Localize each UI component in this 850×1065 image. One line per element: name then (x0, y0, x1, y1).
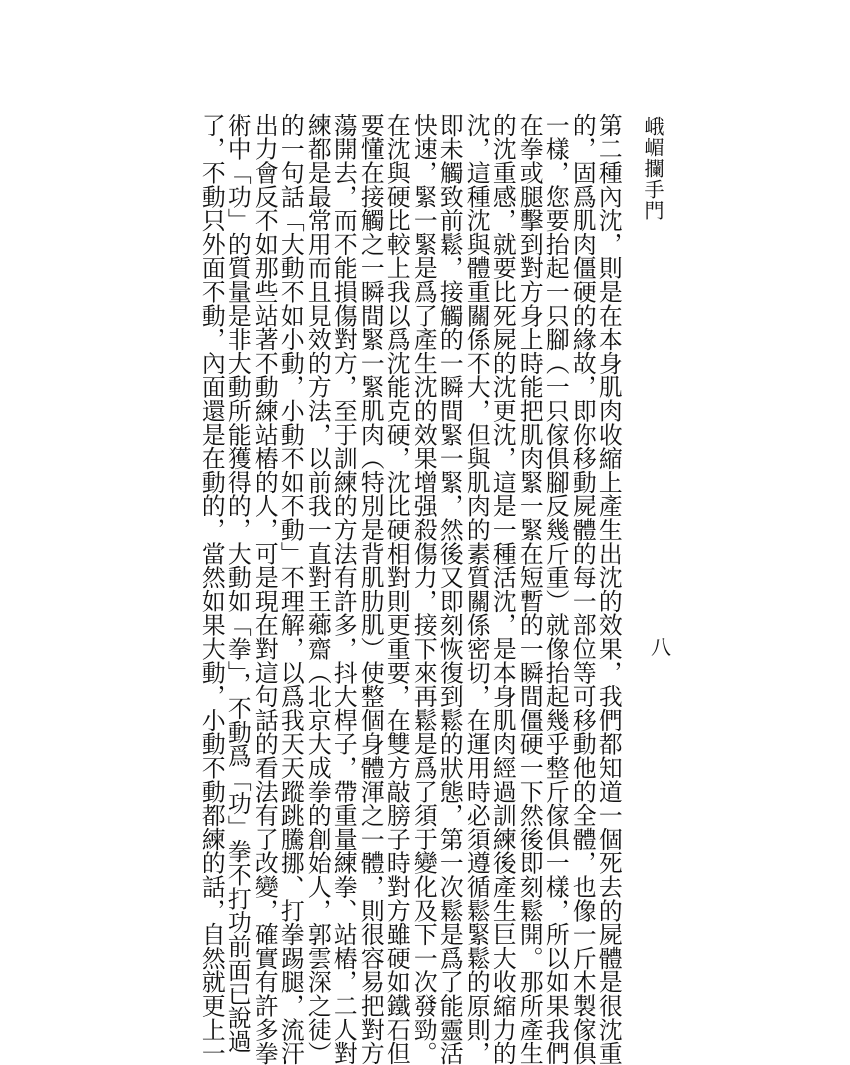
text-column: 的沈重感，就要比死屍的沈更沈，這是一種活沈，是本身肌肉經過訓練後產生巨大收縮力的 (488, 113, 517, 1065)
text-column: 了，不動只外面不動，內面還是在動的，當然如果大動，小動不動都練的話，自然就更上一 (197, 113, 226, 1065)
book-title: 峨嵋攔手門 (641, 116, 665, 221)
text-column: 的，固爲肌肉僵硬的緣故，即你移動屍體的每一部位等可移動他的全體，也像一斤木製傢俱 (568, 113, 597, 1065)
text-column: 快速，緊一緊是爲了產生沈的效果增强殺傷力，接下來再鬆是爲了須于變化及下一次發勁。 (409, 113, 438, 1065)
text-column: 要懂在接觸之一瞬間緊一緊肌肉（特別是背肌肋肌）使整個身體渾之一體，則很容易把對方 (356, 113, 385, 1065)
text-column: 在拳或腿擊到對方身上時能把肌肉緊一緊在短暫的一瞬間僵硬一下然後即刻鬆開。那所產生 (515, 113, 544, 1065)
text-column: 練都是最常用而且見效的方法，以前我一直對王薌齋（北京大成拳的創始人，郭雲深之徒） (303, 113, 332, 1065)
text-column: 沈，這種沈與體重關係不大，但與肌肉的素質關係密切，在運用時必須遵循鬆緊鬆的原則， (462, 113, 491, 1065)
text-column: 蕩開去，而不能損傷對方，至于訓練的方法有許多，抖大桿子，帶重量練拳、站樁，二人對 (329, 113, 358, 1065)
text-column: 第二種內沈，則是在本身肌肉收縮上產生出沈的效果，我們都知道一個死去的屍體是很沈重 (594, 113, 623, 1065)
text-column: 即未觸致前鬆，接觸的一瞬間緊一緊，然後又即刻恢復到鬆的狀態，第一次鬆是爲了能靈活 (435, 113, 464, 1065)
text-column: 在沈與硬比較上我以爲沈能克硬，沈比硬相對則更重要，在雙方敲膀子時對方雖硬如鐵石但 (382, 113, 411, 1065)
text-column: 的一句話「大動不如小動，小動不如不動」不理解，以爲我天天蹤跳騰挪、打拳踢腿，流汗 (276, 113, 305, 1065)
text-column: 一樣，您要抬起一只腳（一只傢俱腳反幾斤重）就像抬起幾乎整斤傢俱一樣，所以如果我們 (541, 113, 570, 1065)
text-column: 術中「功」的質量是非大動所能獲得的，大動如「拳」，不動爲「功」拳不打功前面已說過 (223, 113, 252, 1054)
page-number: 八 (651, 635, 671, 659)
text-column: 出力會反不如那些站著不動練站樁的人，可是現在對這句話的看法有了改變，確實有許多拳 (250, 113, 279, 1065)
